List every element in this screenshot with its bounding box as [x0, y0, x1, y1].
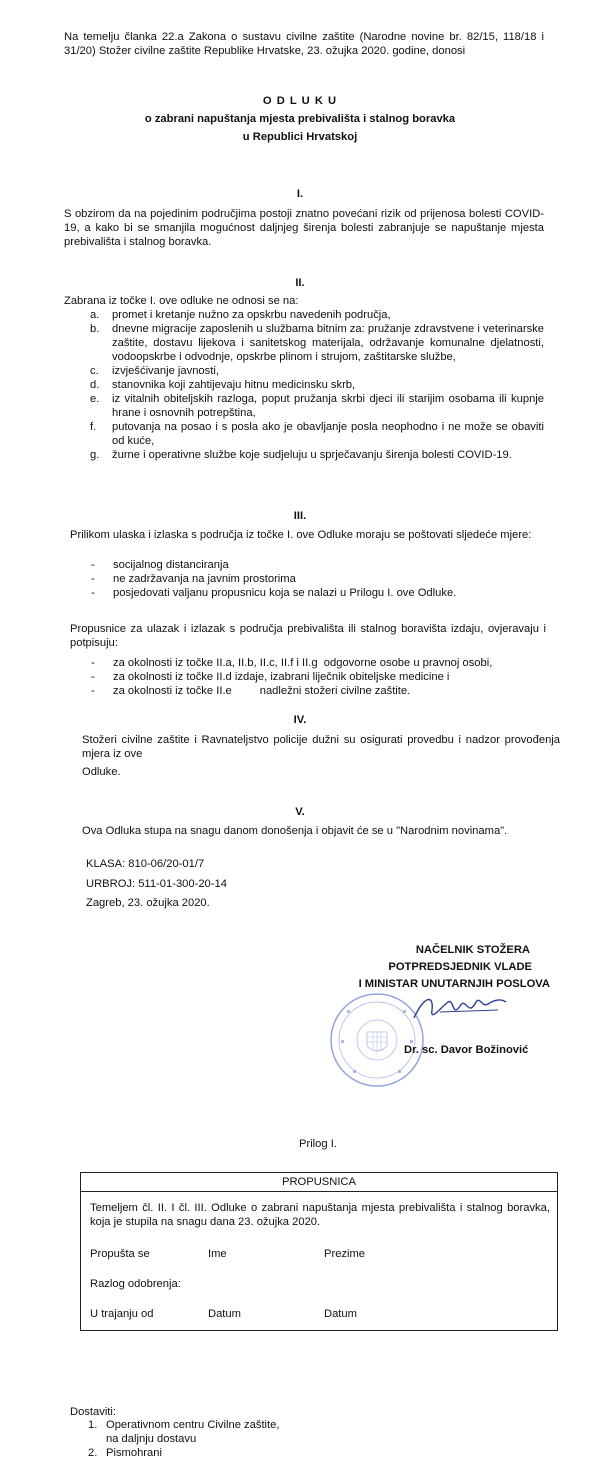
pass-datum-to: Datum	[324, 1308, 357, 1320]
list-item: b. dnevne migracije zaposlenih u službama bitnim za: pružanje zdravstvene i veterinarske zaštite, dostavu lijekova i sanitetskog materijala, održavanje komunalne djelatnosti, vodoopskrbe i odvodnje, opskrbe plinom i strujom, zaštitarske službe,	[90, 323, 544, 363]
exemption-list	[90, 308, 544, 462]
signature-block	[300, 942, 550, 993]
list-item: g. žurne i operativne službe koje sudjeluju u sprječavanju širenja bolesti COVID-19.	[90, 449, 512, 461]
section-heading-1: I.	[296, 188, 304, 200]
pass-form	[80, 1172, 558, 1331]
list-item: - za okolnosti iz točke II.e nadležni stožeri civilne zaštite.	[91, 685, 411, 697]
decision-title: O D L U K U	[262, 95, 338, 107]
pass-ime-label: Ime	[208, 1248, 227, 1260]
pass-text: Temeljem čl. II. I čl. III. Odluke o zabrani napuštanja mjesta prebivališta i stalnog boravka, koja je stupila na snagu dana 23. ožujka 2020.	[90, 1202, 550, 1228]
signature-title-3: I MINISTAR UNUTARNJIH POSLOVA	[358, 978, 550, 990]
list-item: a. promet i kretanje nužno za opskrbu navedenih područja,	[90, 309, 391, 321]
signature-title-1: NAČELNIK STOŽERA	[415, 944, 530, 956]
decision-subtitle-2: u Republici Hrvatskoj	[242, 131, 358, 143]
list-item: d. stanovnika koji zahtijevaju hitnu medicinsku skrb,	[90, 379, 356, 391]
place-date: Zagreb, 23. ožujka 2020.	[86, 897, 210, 909]
list-item: - za okolnosti iz točke II.d izdaje, izabrani liječnik obiteljske medicine i	[91, 671, 450, 683]
pass-datum-from: Datum	[208, 1308, 241, 1320]
list-item: f. putovanja na posao i s posla ako je obavljanje posla neophodno i ne može se obaviti od kuće,	[90, 421, 544, 447]
decision-subtitle-1: o zabrani napuštanja mjesta prebivališta i stalnog boravka	[144, 113, 456, 125]
list-item: e. iz vitalnih obiteljskih razloga, poput pružanja skrbi djeci ili starijim osobama ili kupnje hrane i osnovnih potrepština,	[90, 393, 544, 419]
list-item: - posjedovati valjanu propusnicu koja se nalazi u Prilogu I. ove Odluke.	[91, 587, 457, 599]
section-4-text-2: Odluke.	[82, 766, 121, 778]
signature-name: Dr. sc. Davor Božinović	[404, 1044, 529, 1056]
measures-list	[91, 558, 546, 600]
section-1-text: S obzirom da na pojedinim područjima postoji znatno povećani rizik od prijenosa bolesti COVID-19, a kako bi se smanjila mogućnost daljnjeg širenja bolesti zabranjuje se napuštanje mjesta prebivališta i stalnog boravka.	[64, 208, 544, 248]
list-item: - za okolnosti iz točke II.a, II.b, II.c, II.f i II.g odgovorne osobe u pravnoj osobi,	[91, 657, 493, 669]
annex-label: Prilog I.	[299, 1138, 337, 1150]
list-item: - socijalnog distanciranja	[91, 559, 229, 571]
list-item: c. izvješćivanje javnosti,	[90, 365, 219, 377]
section-heading-5: V.	[295, 806, 305, 818]
distribution-list	[88, 1418, 388, 1460]
pass-razlog-label: Razlog odobrenja:	[90, 1278, 181, 1290]
handwritten-signature	[410, 988, 510, 1032]
list-item: 2. Pismohrani	[88, 1447, 162, 1459]
intro-paragraph: Na temelju članka 22.a Zakona o sustavu civilne zaštite (Narodne novine br. 82/15, 118/18 i 31/20) Stožer civilne zaštite Republike Hrvatske, 23. ožujka 2020. godine, donosi	[64, 31, 544, 57]
pass-trajanje-label: U trajanju od	[90, 1308, 154, 1320]
pass-propusta-label: Propušta se	[90, 1248, 150, 1260]
pass-prezime-label: Prezime	[324, 1248, 366, 1260]
list-item: 1. Operativnom centru Civilne zaštite, na daljnju dostavu	[88, 1419, 280, 1445]
section-heading-3: III.	[293, 510, 307, 522]
section-heading-4: IV.	[293, 714, 307, 726]
urbroj: URBROJ: 511-01-300-20-14	[86, 878, 227, 890]
pass-title: PROPUSNICA	[81, 1173, 557, 1192]
section-4-text: Stožeri civilne zaštite i Ravnateljstvo policije dužni su osigurati provedbu i nadzor provođenja mjera iz ove	[82, 734, 560, 760]
distribution-label: Dostaviti:	[70, 1406, 117, 1418]
issuers-list	[91, 656, 559, 698]
section-5-text: Ova Odluka stupa na snagu danom donošenja i objavit će se u "Narodnim novinama".	[82, 825, 508, 837]
section-3-lead-2: Propusnice za ulazak i izlazak s područja prebivališta ili stalnog boravišta izdaju, ovjeravaju i potpisuju:	[70, 623, 546, 649]
list-item: - ne zadržavanja na javnim prostorima	[91, 573, 296, 585]
klasa: KLASA: 810-06/20-01/7	[86, 858, 205, 870]
section-3-lead: Prilikom ulaska i izlaska s područja iz točke I. ove Odluke moraju se poštovati sljedeće mjere:	[70, 529, 532, 541]
signature-title-2: POTPREDSJEDNIK VLADE	[388, 961, 532, 973]
section-2-lead: Zabrana iz točke I. ove odluke ne odnosi se na:	[64, 295, 299, 307]
section-heading-2: II.	[295, 277, 305, 289]
